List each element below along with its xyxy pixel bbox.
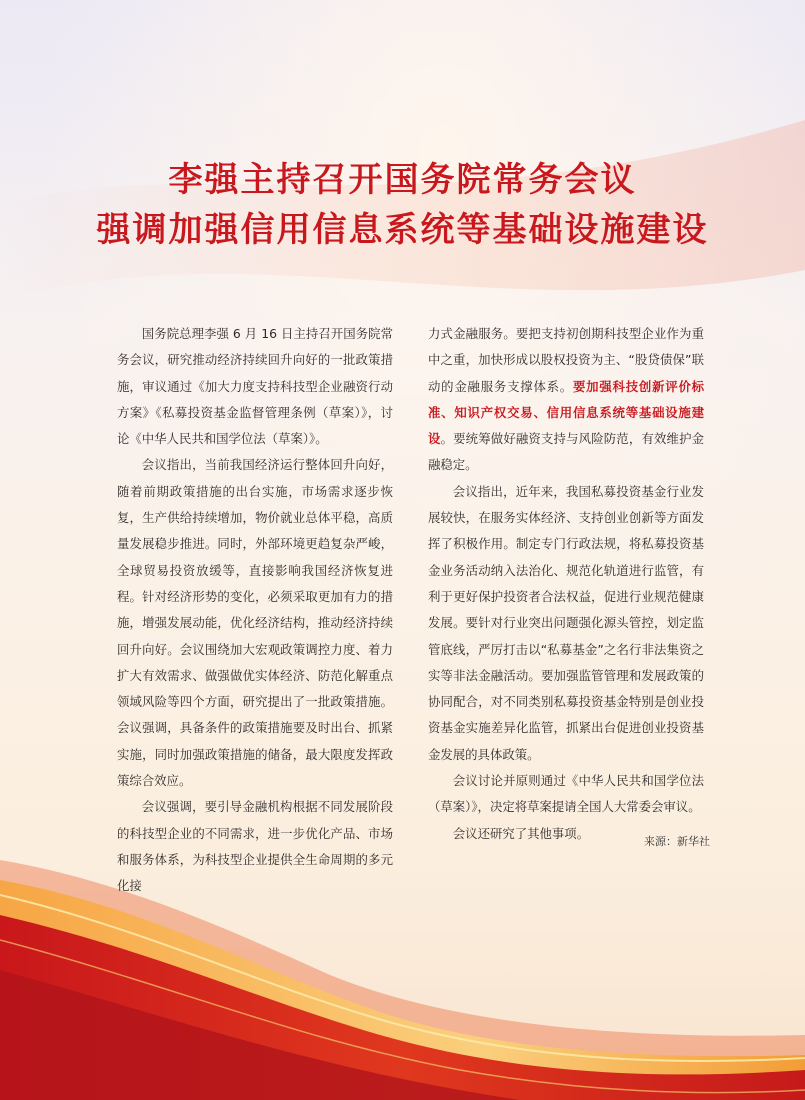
article-left-column — [117, 321, 393, 900]
paragraph: 会议指出，当前我国经济运行整体回升向好，随着前期政策措施的出台实施，市场需求逐步恢复，生产供给持续增加，物价就业总体平稳，高质量发展稳步推进。同时，外部环境更趋复杂严峻，全球贸易投资放缓等，直接影响我国经济恢复进程。针对经济形势的变化，必须采取更加有力的措施，增强发展动能，优化经济结构，推动经济持续回升向好。会议围绕加大宏观政策调控力度、着力扩大有效需求、做强做优实体经济、防范化解重点领域风险等四个方面，研究提出了一批政策措施。会议强调，具备条件的政策措施要及时出台、抓紧实施，同时加强政策措施的储备，最大限度发挥政策综合效应。 — [117, 457, 393, 789]
paragraph: 会议还研究了其他事项。 — [452, 825, 590, 841]
paragraph-text: 力式金融服务。要把支持初创期科技型企业作为重中之重，加快形成以股权投资为主、“股贷债保”联动的金融服务支撑体系。 — [428, 326, 704, 394]
paragraph: 会议强调，要引导金融机构根据不同发展阶段的科技型企业的不同需求，进一步优化产品、市场和服务体系，为科技型企业提供全生命周期的多元化接 — [117, 799, 393, 894]
paragraph: 会议指出，近年来，我国私募投资基金行业发展较快，在服务实体经济、支持创业创新等方面发挥了积极作用。制定专门行政法规，将私募投资基金业务活动纳入法治化、规范化轨道进行监管，有利于更好保护投资者合法权益，促进行业规范健康发展。要针对行业突出问题强化源头管控，划定监管底线，严厉打击以“私募基金”之名行非法集资之实等非法金融活动。要加强监管管理和发展政策的协同配合，对不同类别私募投资基金特别是创业投资基金实施差异化监管，抓紧出台促进创业投资基金发展的具体政策。 — [428, 483, 704, 762]
source-credit: 来源：新华社 — [644, 835, 710, 848]
paragraph: 会议讨论并原则通过《中华人民共和国学位法（草案）》，决定将草案提请全国人大常委会审议。 — [428, 773, 704, 815]
headline-line-2: 强调加强信用信息系统等基础设施建设 — [96, 210, 709, 250]
article-right-column — [428, 321, 704, 847]
paragraph: 国务院总理李强 6 月 16 日主持召开国务院常务会议，研究推动经济持续回升向好的一批政策措施，审议通过《加大力度支持科技型企业融资行动方案》《私募投资基金监督管理条例（草案）》，讨论《中华人民共和国学位法（草案）》。 — [117, 326, 393, 447]
paragraph-continued — [428, 321, 704, 479]
headline-line-1: 李强主持召开国务院常务会议 — [168, 160, 637, 200]
paragraph-text: 。要统筹做好融资支持与风险防范，有效维护金融稳定。 — [428, 431, 705, 473]
highlighted-text: 要加强科技创新评价标准、知识产权交易、信用信息系统等基础设施建设 — [428, 378, 705, 447]
